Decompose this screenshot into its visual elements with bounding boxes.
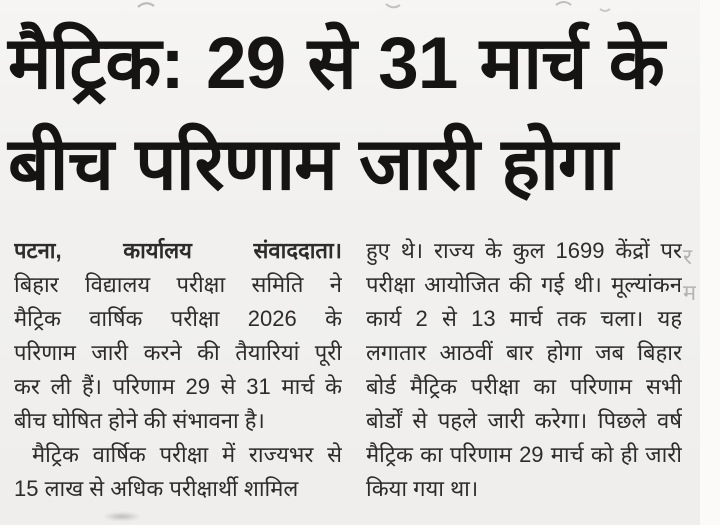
article-line: हुए थे। राज्य के कुल 1699 केंद्रों पर [366, 238, 682, 263]
adjacent-column-bleed: र [683, 246, 692, 268]
article-line: बिहार विद्यालय परीक्षा समिति ने [14, 272, 342, 297]
article-line: किया गया था। [366, 476, 479, 501]
article-line: कार्य 2 से 13 मार्च तक चला। यह [366, 306, 682, 331]
article-line: बोर्ड मैट्रिक परीक्षा का परिणाम सभी [366, 374, 682, 399]
article-line: मैट्रिक का परिणाम 29 मार्च को ही जारी [366, 442, 682, 467]
article-line: परिणाम जारी करने की तैयारियां पूरी [14, 340, 342, 365]
adjacent-column-bleed: म [683, 282, 696, 304]
article-line: बोर्डों से पहले जारी करेगा। पिछले वर्ष [366, 408, 682, 433]
article-line: लगातार आठवीं बार होगा जब बिहार [366, 340, 682, 365]
headline-line-2: बीच परिणाम जारी होगा [8, 124, 617, 205]
dateline-byline: पटना, कार्यालय संवाददाता। [14, 238, 342, 263]
article-line: 15 लाख से अधिक परीक्षार्थी शामिल [14, 476, 299, 501]
article-column-left [14, 234, 342, 506]
article-line: कर ली हैं। परिणाम 29 से 31 मार्च के [14, 374, 342, 399]
article-body [0, 214, 720, 506]
article-column-right [366, 234, 682, 506]
article-line: बीच घोषित होने की संभावना है। [14, 408, 265, 433]
article-line: परीक्षा आयोजित की गई थी। मूल्यांकन [366, 272, 682, 297]
scan-edge-strip [700, 0, 720, 525]
headline-line-1: मैट्रिक: 29 से 31 मार्च के [8, 23, 664, 104]
scan-smudge [103, 512, 141, 521]
headline [0, 0, 720, 214]
article-line: मैट्रिक वार्षिक परीक्षा में राज्यभर से [32, 442, 342, 467]
article-line: मैट्रिक वार्षिक परीक्षा 2026 के [14, 306, 342, 331]
